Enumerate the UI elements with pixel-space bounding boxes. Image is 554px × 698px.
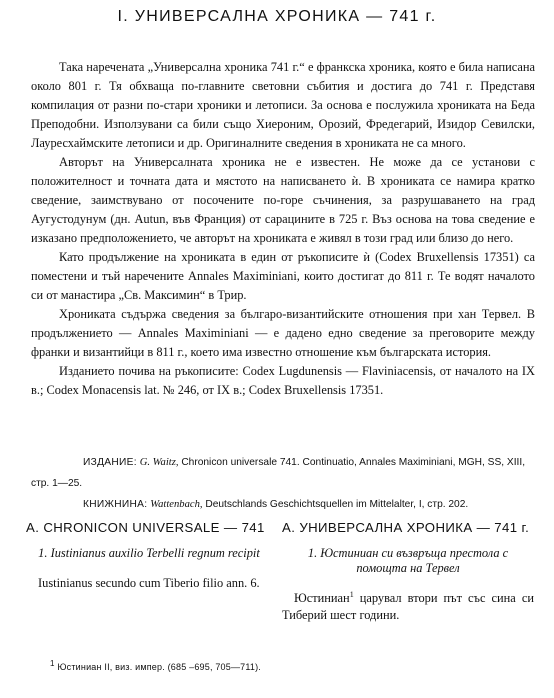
paragraph: Като продължение на хрониката в един от ръкописите ѝ (Codex Bruxellensis 17351) са поместени и тъй наречените Annales Maximiniani, които достигат до 811 г. Те водят началото си от манастира „Св. Максимин“ в Трир. — [31, 250, 535, 302]
latin-subtitle: 1. Iustinianus auxilio Terbelli regnum recipit — [38, 546, 260, 560]
references — [31, 452, 535, 515]
paragraph: Така наречената „Универсална хроника 741 г.“ е франкска хроника, която е била написана около 801 г. Тя обхваща по-главните световни събития и достига до 741 г. Представя компилация от разни по-стари хроники и летописи. За основа е послужила хрониката на Беда Преподобни. Използувани са били също Хиероним, Орозий, Фредегарий, Изидор Севилски, Лауресхаймските летописи и др. Оригиналните сведения в хрониката не са много. — [31, 60, 535, 150]
paragraph: Авторът на Универсалната хроника не е известен. Не може да се установи с положителност и точната дата и мястото на написването ѝ. В хрониката се намира кратко сведение, заимствувано от посочените по-горе съчинения, за разрушаването на град Аугустодунум (дн. Autun, във Франция) от сарацините в 725 г. Въз основа на това сведение е изказано предположението, че авторът на хрониката е живял в този град или близо до него. — [31, 155, 535, 245]
literature-reference — [31, 494, 535, 515]
bulgarian-subtitle: 1. Юстиниан си възвръща престола с помощта на Тервел — [307, 546, 509, 575]
edition-label: ИЗДАНИЕ: — [83, 457, 137, 468]
edition-reference — [31, 452, 535, 494]
introduction — [31, 58, 535, 400]
literature-text: Deutschlands Geschichtsquellen im Mittelalter, I, стр. 202. — [202, 499, 469, 510]
latin-text: Iustinianus secundo cum Tiberio filio ann. 6. — [38, 576, 260, 590]
bulgarian-text-body: царувал втори път със сина си Тиберий шест години. — [282, 591, 534, 622]
bulgarian-heading: A. УНИВЕРСАЛНА ХРОНИКА — 741 г. — [282, 520, 530, 535]
literature-label: КНИЖНИНА: — [83, 499, 148, 510]
footnote-reference: 1 — [349, 589, 354, 599]
footnote-text: Юстиниан II, виз. импер. (685 –695, 705—711). — [54, 662, 262, 672]
bulgarian-column — [282, 520, 534, 624]
bulgarian-name: Юстиниан — [294, 591, 350, 605]
edition-text: Chronicon universale 741. Continuatio, Annales Maximiniani, MGH, SS, XIII, стр. 1—25. — [31, 457, 526, 489]
bulgarian-text — [282, 590, 534, 624]
page-title: I. УНИВЕРСАЛНА ХРОНИКА — 741 г. — [117, 8, 437, 25]
literature-author: Wattenbach, — [150, 499, 203, 510]
paragraph: Хрониката съдържа сведения за българо-византийските отношения при хан Тервел. В продължението — Annales Maximiniani — е дадено едно сведение за преговорите между франки и византийци в 811 г., което има известно отношение към българската история. — [31, 307, 535, 359]
edition-author: G. Waitz, — [139, 457, 179, 468]
latin-column — [26, 520, 272, 592]
paragraph: Изданието почива на ръкописите: Codex Lugdunensis — Flaviniacensis, от началото на IX в.; Codex Monacensis lat. № 246, от IX в.; Codex Bruxellensis 17351. — [31, 364, 535, 397]
footnote — [50, 659, 262, 672]
latin-heading: A. CHRONICON UNIVERSALE — 741 — [26, 520, 265, 535]
footnote-mark: 1 — [50, 659, 55, 668]
